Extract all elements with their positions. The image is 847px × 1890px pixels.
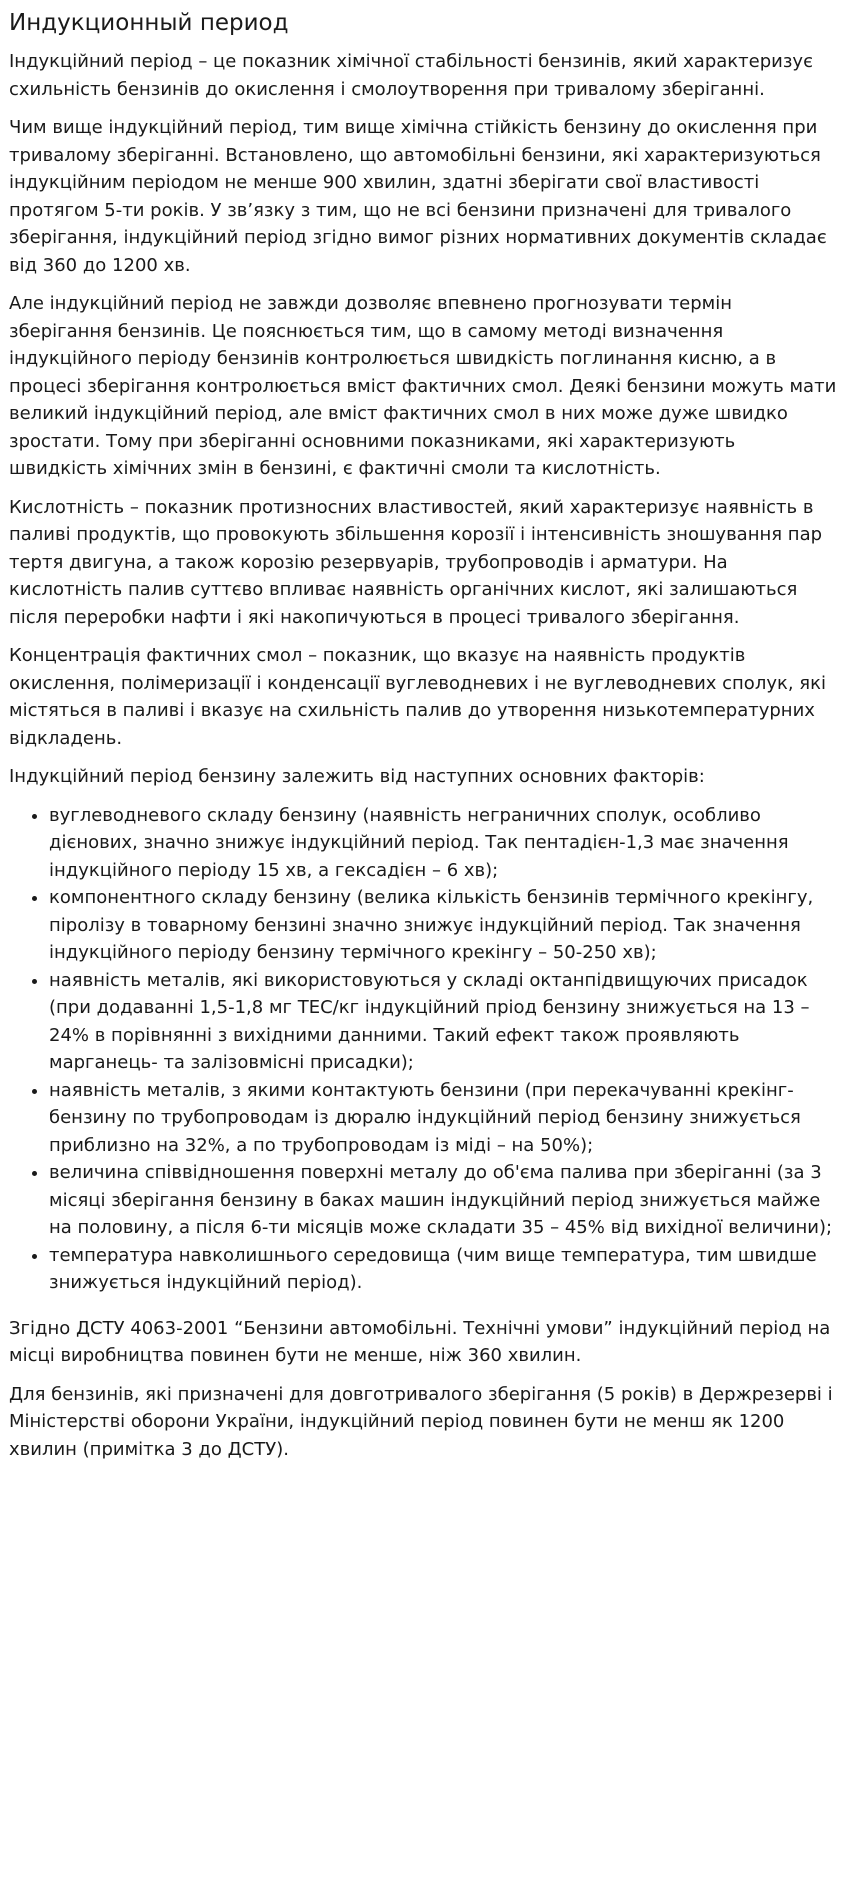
list-item: • компонентного складу бензину (велика кількість бензинів термічного крекінгу, піролізу в товарному бензині значно знижує індукційний період. Так значення індукційного періоду бензину термічного крекінгу – 50-250 хв);	[49, 884, 838, 967]
paragraph-forecast: Але індукційний період не завжди дозволяє впевнено прогнозувати термін зберігання бензинів. Це пояснюється тим, що в самому методі визначення індукційного періоду бензинів контролюється швидкість поглинання кисню, а в процесі зберігання контролюється вміст фактичних смол. Деякі бензини можуть мати великий індукційний період, але вміст фактичних смол в них може дуже швидко зростати. Тому при зберіганні основними показниками, які характеризують швидкість хімічних змін в бензині, є фактичні смоли та кислотність.	[9, 293, 837, 479]
list-item: • величина співвідношення поверхні металу до об'єма палива при зберіганні (за 3 місяці зберігання бензину в баках машин індукційний період знижується майже на половину, а після 6-ти місяців може складати 35 – 45% від вихідної величини);	[49, 1159, 838, 1242]
paragraph-standard: Згідно ДСТУ 4063-2001 “Бензини автомобільні. Технічні умови” індукційний період на місці виробництва повинен бути не менше, ніж 360 хвилин.	[9, 1317, 831, 1366]
list-item: • наявність металів, з якими контактують бензини (при перекачуванні крекінг-бензину по трубопроводам із дюралю індукційний період бензину знижується приблизно на 32%, а по трубопроводам із міді – на 50%);	[49, 1077, 838, 1160]
factors-list	[9, 802, 838, 1297]
list-item: • температура навколишнього середовища (чим вище температура, тим швидше знижується індукційний період).	[49, 1242, 838, 1297]
list-item: • наявність металів, які використовуються у складі октанпідвищуючих присадок (при додаванні 1,5-1,8 мг ТЕС/кг індукційний пріод бензину знижується на 13 – 24% в порівнянні з вихідними данними. Такий ефект також проявляють марганець- та залізовмісні присадки);	[49, 967, 838, 1077]
paragraph-factors-intro: Індукційний період бензину залежить від наступних основних факторів:	[9, 766, 705, 787]
paragraph-stability: Чим вище індукційний період, тим вище хімічна стійкість бензину до окислення при тривалому зберіганні. Встановлено, що автомобільні бензини, які характеризуються індукційним періодом не менше 900 хвилин, здатні зберігати свої властивості протягом 5-ти років. У зв’язку з тим, що не всі бензини призначені для тривалого зберігання, індукційний період згідно вимог різних нормативних документів складає від 360 до 1200 хв.	[9, 117, 827, 276]
paragraph-definition: Індукційний період – це показник хімічної стабільності бензинів, який характеризує схильність бензинів до окислення і смолоутворення при тривалому зберіганні.	[9, 51, 813, 100]
list-item: • вуглеводневого складу бензину (наявність неграничних сполук, особливо дієнових, значно знижує індукційний період. Так пентадієн-1,3 має значення індукційного періоду 15 хв, а гексадієн – 6 хв);	[49, 802, 838, 885]
paragraph-resins: Концентрація фактичних смол – показник, що вказує на наявність продуктів окислення, полімеризації і конденсації вуглеводневих і не вуглеводневих сполук, які містяться в паливі і вказує на схильність палив до утворення низькотемпературних відкладень.	[9, 645, 826, 749]
page-title: Индукционный период	[9, 10, 289, 36]
paragraph-long-term-storage: Для бензинів, які призначені для довготривалого зберігання (5 років) в Держрезерві і Міністерстві оборони України, індукційний період повинен бути не менш як 1200 хвилин (примітка 3 до ДСТУ).	[9, 1383, 833, 1460]
paragraph-acidity: Кислотність – показник протизносних властивостей, який характеризує наявність в паливі продуктів, що провокують збільшення корозії і інтенсивність зношування пар тертя двигуна, а також корозію резервуарів, трубопроводів і арматури. На кислотність палив суттєво впливає наявність органічних кислот, які залишаються після переробки нафти і які накопичуються в процесі тривалого зберігання.	[9, 496, 823, 628]
